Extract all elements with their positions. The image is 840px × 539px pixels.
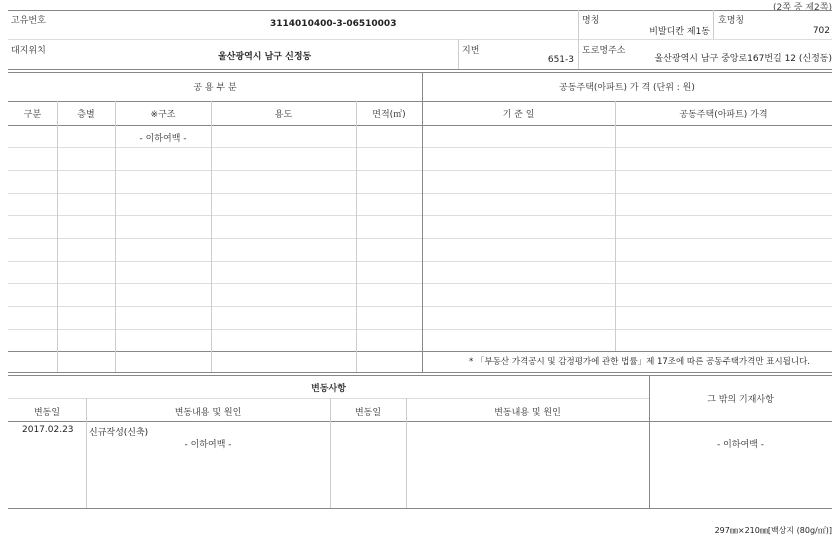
change-entry-content: 신규작성(신축) [89, 428, 149, 438]
change-top-border [8, 375, 832, 376]
change-col-header: 변동일 [33, 408, 61, 418]
unit-label: 호명칭 [718, 16, 745, 26]
row-line [8, 261, 832, 262]
header-divider [713, 10, 714, 39]
change-header-line [8, 421, 832, 422]
change-entry-date: 2017.02.23 [22, 425, 74, 435]
blank-marker: - 이하여백 - [139, 134, 187, 144]
footnote: * 「부동산 가격공시 및 감정평가에 관한 법률」제 17조에 따른 공동주택가격만 표시됩니다. [469, 357, 810, 367]
change-col-line [86, 398, 87, 508]
change-col-line [406, 398, 407, 508]
header-divider [458, 39, 459, 69]
row-line [8, 238, 832, 239]
col-line [422, 72, 423, 372]
col-header: 기 준 일 [502, 110, 535, 120]
road-value: 울산광역시 남구 중앙로167번길 12 (신정동) [654, 54, 832, 64]
unique-no-label: 고유번호 [11, 16, 46, 26]
header-top-border [8, 10, 832, 11]
page-indicator: (2쪽 중 제2쪽) [773, 3, 832, 13]
price-section-title: 공동주택(아파트) 가 격 (단위 : 원) [559, 83, 695, 93]
row-line [8, 329, 832, 330]
change-bottom-border [8, 508, 832, 509]
change-section-title: 변동사항 [311, 384, 346, 394]
change-col-line [330, 398, 331, 508]
col-line [615, 101, 616, 351]
row-line [8, 193, 832, 194]
header-mid-line [8, 39, 832, 40]
col-line [57, 101, 58, 372]
name-label: 명칭 [582, 16, 600, 26]
change-col-header: 변동일 [354, 408, 382, 418]
col-line [115, 101, 116, 372]
change-col-header: 변동내용 및 원인 [174, 408, 242, 418]
other-section-title: 그 밖의 기재사항 [707, 395, 774, 405]
lot-label: 지번 [462, 46, 480, 56]
row-line [8, 351, 832, 352]
common-bottom-border [8, 372, 832, 373]
header-bottom-border [8, 69, 832, 70]
common-title-line [8, 101, 832, 102]
header-divider [578, 10, 579, 69]
name-value: 비발디칸 제1동 [649, 27, 710, 37]
row-line [8, 170, 832, 171]
col-header: 용도 [274, 110, 293, 120]
change-blank-marker: - 이하여백 - [184, 440, 232, 450]
row-line [8, 306, 832, 307]
col-header-line [8, 125, 832, 126]
change-col-header: 변동내용 및 원인 [494, 408, 561, 418]
col-header: 층별 [77, 110, 95, 120]
col-header: 구분 [23, 110, 42, 120]
other-blank-marker: - 이하여백 - [717, 440, 764, 450]
col-header: ※구조 [150, 110, 176, 120]
row-line [8, 283, 832, 284]
lot-value: 651-3 [547, 55, 574, 65]
col-header: 공동주택(아파트) 가격 [679, 110, 768, 120]
col-line [356, 101, 357, 372]
col-line [211, 101, 212, 372]
change-title-line [8, 398, 649, 399]
unique-no-value: 3114010400-3-06510003 [270, 19, 397, 29]
row-line [8, 147, 832, 148]
row-line [8, 215, 832, 216]
col-header: 면적(㎡) [372, 110, 406, 120]
paper-spec: 297㎜×210㎜[백상지 (80g/㎡)] [714, 526, 832, 535]
common-section-title: 공 용 부 분 [193, 83, 237, 93]
site-value: 울산광역시 남구 신정동 [218, 52, 312, 62]
site-label: 대지위치 [11, 46, 46, 56]
unit-value: 702 [812, 26, 830, 36]
road-label: 도로명주소 [582, 46, 626, 56]
common-top-border [8, 72, 832, 73]
